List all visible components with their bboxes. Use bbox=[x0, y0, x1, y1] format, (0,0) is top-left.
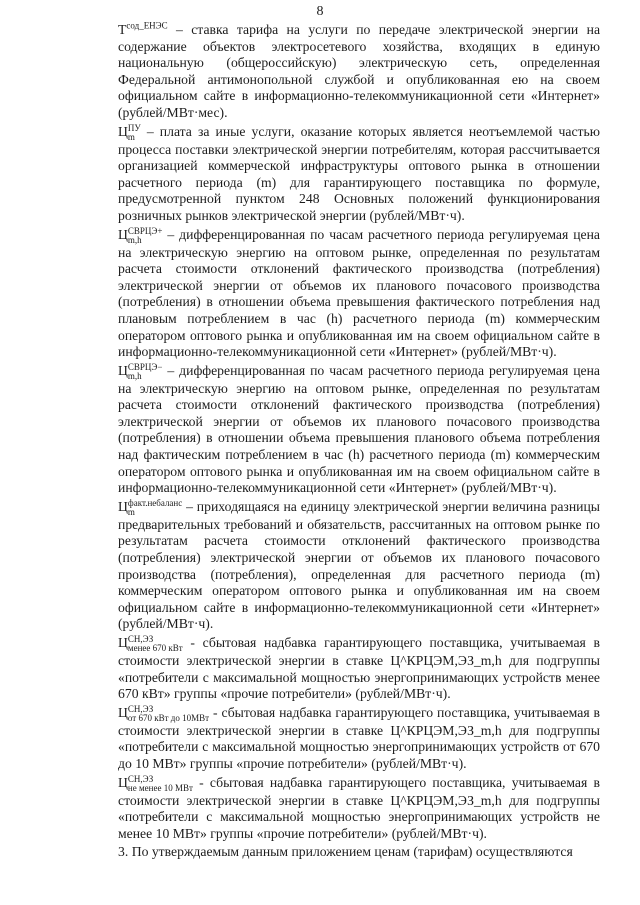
definition-text: – дифференцированная по часам расчетного периода регулируемая цена на электрическую энергию на оптовом рынке, определенная по результатам расчета стоимости отклонений фактического производства (потребления) электрической энергии от объемов их планового почасового производства (потребления) в отношении объема превышения фактического потребления над плановым потреблением в час (h) расчетного периода (m) коммерческим оператором оптового рынка и опубликованная им на своем официальном сайте в информационно-телекоммуникационной сети «Интернет» (рублей/МВт·ч). bbox=[118, 226, 600, 360]
formula-symbol: Ц СВРЦЭ− m,h bbox=[118, 361, 163, 381]
definition-paragraph bbox=[118, 499, 600, 633]
formula-symbol: $Т^{сод\_ЕНЭС}$ bbox=[118, 20, 168, 37]
definition-text: – дифференцированная по часам расчетного периода регулируемая цена на электрическую энергию на оптовом рынке, определенная по результатам расчета стоимости отклонений фактического производства (потребления) электрической энергии от объемов их планового почасового производства (потребления) в отношении объема превышения планового объема потребления над фактическим потреблением в час (h) расчетного периода (m) коммерческим оператором оптового рынка и опубликованная им на своем официальном сайте в информационно-телекоммуникационной сети «Интернет» (рублей/МВт·ч). bbox=[118, 362, 600, 496]
formula-symbol: Ц СН,ЭЗ не менее 10 МВт bbox=[118, 773, 193, 793]
definition-text: – ставка тарифа на услуги по передаче электрической энергии на содержание объектов электросетевого хозяйства, входящих в единую национальную (общероссийскую) электрическую сеть, определенная Федеральной антимонопольной службой и опубликованная ею на своем официальном сайте в информационно-телекоммуникационной сети «Интернет» (рублей/МВт·мес). bbox=[118, 22, 601, 120]
definition-text: - сбытовая надбавка гарантирующего поставщика, учитываемая в стоимости электрической энергии в ставке Ц^КРЦЭМ,ЭЗ_m,h для подгруппы «потребители с максимальной мощностью энергопринимающих устройств от 670 до 10 МВт» группы «прочие потребители» (рублей/МВт·ч). bbox=[118, 704, 600, 771]
definition-paragraph bbox=[118, 124, 600, 225]
definition-paragraph bbox=[118, 775, 600, 843]
definition-paragraph bbox=[118, 22, 600, 122]
definition-paragraph bbox=[118, 635, 600, 703]
formula-symbol: Ц СН,ЭЗ от 670 кВт до 10МВт bbox=[118, 703, 210, 723]
closing-paragraph: 3. По утверждаемым данным приложением ценам (тарифам) осуществляются bbox=[118, 844, 573, 860]
formula-symbol: Ц факт.небаланс m bbox=[118, 497, 183, 517]
formula-symbol: Ц СВРЦЭ+ m,h bbox=[118, 225, 163, 245]
definition-text: - сбытовая надбавка гарантирующего поставщика, учитываемая в стоимости электрической энергии в ставке Ц^КРЦЭМ,ЭЗ_m,h для подгруппы «потребители с максимальной мощностью энергопринимающих устройств не менее 10 МВт» группы «прочие потребители» (рублей/МВт·ч). bbox=[118, 774, 600, 841]
definition-text: – приходящаяся на единицу электрической энергии величина разницы предварительных требований и обязательств, рассчитанных на оптовом рынке по результатам расчета стоимости отклонений фактического производства (потребления) электрической энергии от объемов их планового почасового производства (потребления), определенная для расчетного периода (m) коммерческим оператором оптового рынка и опубликованная им на своем официальном сайте в информационно-телекоммуникационной сети «Интернет» (рублей/МВт·ч). bbox=[118, 498, 601, 632]
definition-paragraph bbox=[118, 705, 600, 773]
formula-symbol: Ц ПУ m bbox=[118, 122, 141, 142]
definition-text: - сбытовая надбавка гарантирующего поставщика, учитываемая в стоимости электрической энергии в ставке Ц^КРЦЭМ,ЭЗ_m,h для подгруппы «потребители с максимальной мощностью энергопринимающих устройств менее 670 кВт» группы «прочие потребители» (рублей/МВт·ч). bbox=[118, 635, 600, 702]
page-number: 8 bbox=[316, 4, 324, 19]
definition-paragraph bbox=[118, 227, 600, 361]
definition-text: – плата за иные услуги, оказание которых является неотъемлемой частью процесса поставки электрической энергии потребителям, которая рассчитывается организацией коммерческой инфраструктуры оптового рынка в отношении расчетного периода (m) для гарантирующего поставщика по формуле, предусмотренной пунктом 248 Основных положений функционирования розничных рынков электрической энергии (рублей/МВт·ч). bbox=[118, 123, 600, 223]
definition-paragraph bbox=[118, 363, 600, 497]
document-body bbox=[118, 22, 600, 861]
formula-symbol: Ц СН,ЭЗ менее 670 кВт bbox=[118, 634, 183, 653]
